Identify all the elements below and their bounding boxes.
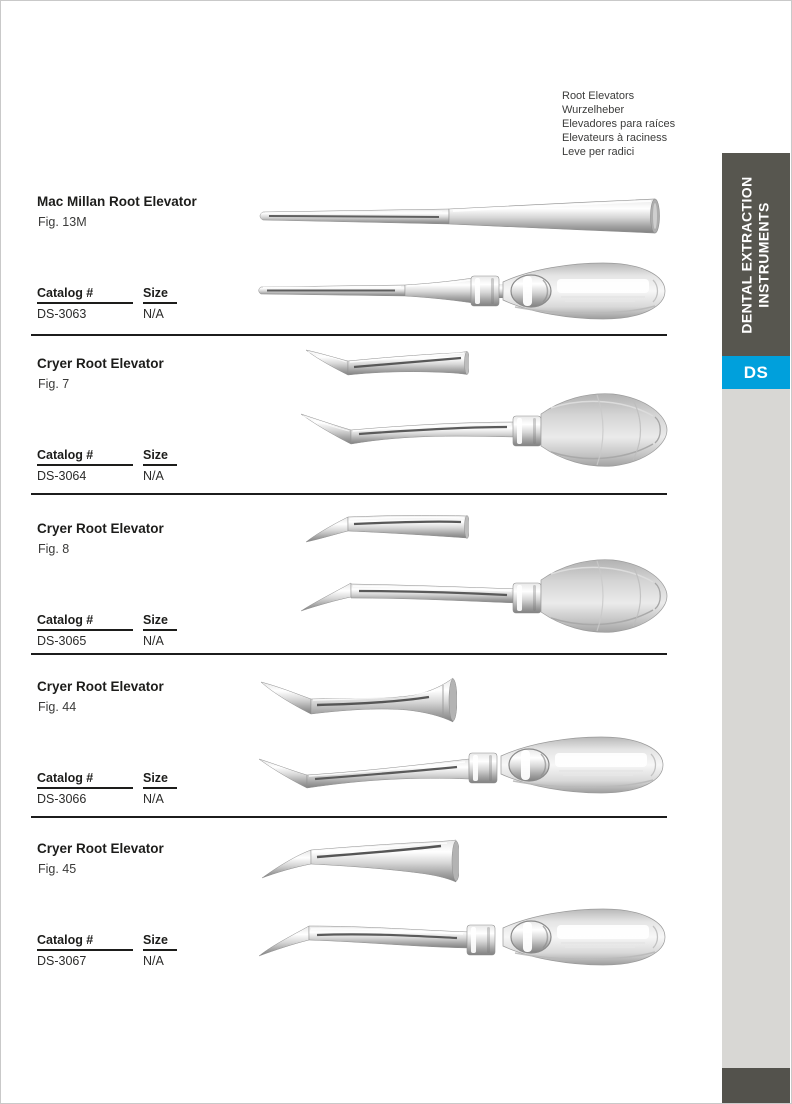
instrument-tip-illustration [259,838,459,886]
rail-footer-block [722,1068,790,1104]
catalog-number: DS-3067 [37,954,87,968]
category-title-block [562,89,675,159]
instrument-full-illustration [257,894,667,978]
section-divider [31,653,667,655]
catalog-header: Catalog # [37,286,133,304]
instrument-full-illustration [257,254,667,330]
product-name: Cryer Root Elevator [37,679,164,694]
category-title-it: Leve per radici [562,146,635,158]
catalog-number: DS-3063 [37,307,87,321]
category-title-es: Elevadores para raíces [562,118,676,130]
product-section [1,356,792,496]
size-value: N/A [143,792,164,806]
size-header: Size [143,286,177,304]
catalog-header: Catalog # [37,771,133,789]
chapter-code-badge: DS [722,356,790,389]
instrument-full-illustration [299,386,669,481]
instrument-tip-illustration [304,509,469,547]
product-section [1,521,792,661]
product-figure: Fig. 45 [38,862,77,876]
product-figure: Fig. 44 [38,700,77,714]
instrument-full-illustration [299,553,669,648]
product-figure: Fig. 8 [38,542,70,556]
size-header: Size [143,613,177,631]
product-name: Cryer Root Elevator [37,356,164,371]
size-value: N/A [143,469,164,483]
product-section [1,841,792,981]
section-divider [31,816,667,818]
catalog-table [37,613,177,648]
category-title-de: Wurzelheber [562,104,625,116]
product-name: Cryer Root Elevator [37,521,164,536]
size-value: N/A [143,307,164,321]
product-section [1,679,792,819]
instrument-tip-illustration [257,197,665,235]
section-divider [31,334,667,336]
instrument-tip-illustration [304,345,469,383]
section-divider [31,493,667,495]
category-title-en: Root Elevators [562,90,635,102]
catalog-table [37,933,177,968]
catalog-table [37,286,177,321]
chapter-tab-label: DENTAL EXTRACTION INSTRUMENTS [739,175,773,334]
catalog-number: DS-3066 [37,792,87,806]
instrument-full-illustration [257,729,667,807]
catalog-header: Catalog # [37,933,133,951]
size-value: N/A [143,634,164,648]
instrument-tip-illustration [257,673,457,725]
catalog-table [37,448,177,483]
category-title-fr: Elevateurs à raciness [562,132,668,144]
product-figure: Fig. 7 [38,377,70,391]
product-section [1,194,792,334]
size-header: Size [143,771,177,789]
catalog-header: Catalog # [37,613,133,631]
catalog-number: DS-3065 [37,634,87,648]
product-figure: Fig. 13M [38,215,87,229]
catalog-header: Catalog # [37,448,133,466]
size-header: Size [143,933,177,951]
product-name: Cryer Root Elevator [37,841,164,856]
size-value: N/A [143,954,164,968]
product-name: Mac Millan Root Elevator [37,194,197,209]
catalog-table [37,771,177,806]
size-header: Size [143,448,177,466]
catalog-number: DS-3064 [37,469,87,483]
